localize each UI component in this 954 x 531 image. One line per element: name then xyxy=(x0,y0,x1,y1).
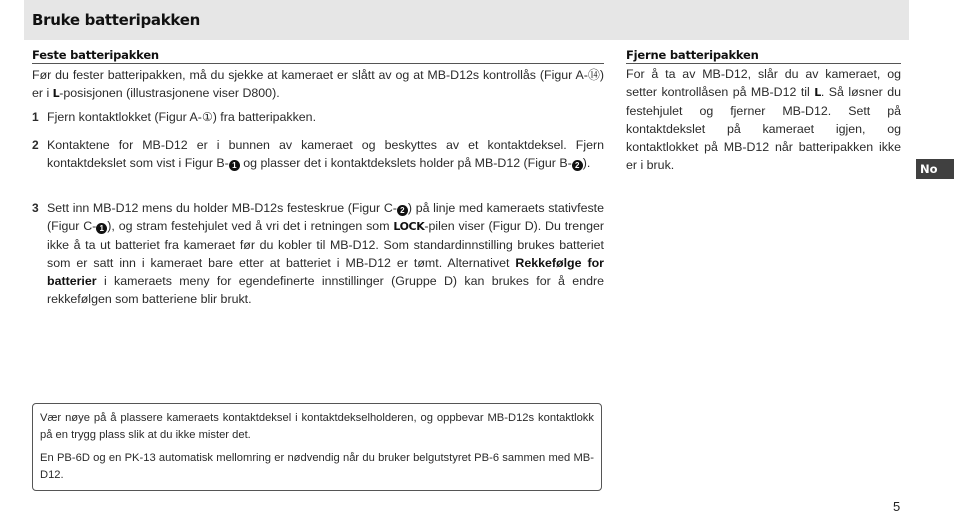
note-1: Vær nøye på å plassere kameraets kontaktdeksel i kontaktdekselholderen, og oppbevar MB-D12s kontaktlokk på en trygg plass slik at du ikke mister det. xyxy=(40,412,594,441)
note-box xyxy=(32,403,602,491)
step-3-a: Sett inn MB-D12 mens du holder MB-D12s festeskrue (Figur C- xyxy=(47,201,397,215)
lock-position-label: L xyxy=(52,87,60,100)
intro-text-c: -posisjonen (illustrasjonene viser D800). xyxy=(59,86,280,100)
remove-text xyxy=(626,65,901,174)
remove-text-b: . Så løsner du festehjulet og fjerner MB-D12. Sett på kontaktdekslet på kameraet igjen, og kontaktlokket på MB-D12 når batteripakken ikke er i bruk. xyxy=(626,85,902,172)
intro-text-a: Før du fester batteripakken, må du sjekke at kameraet er slått av og at MB-D12s kontrollås (Figur A- xyxy=(32,68,588,82)
page-number: 5 xyxy=(893,499,901,514)
callout-black-1: 1 xyxy=(96,223,107,234)
step-3-text xyxy=(47,199,604,308)
section-title: Bruke batteripakken xyxy=(32,11,200,29)
step-1-text xyxy=(47,108,604,126)
step-2-c: ). xyxy=(582,156,591,170)
attach-intro xyxy=(32,66,604,103)
remove-text-a: For å ta av MB-D12, slår du av kameraet, og setter kontrollåsen på MB-D12 til xyxy=(626,67,901,99)
lock-position-label: L xyxy=(814,86,821,99)
section-header xyxy=(24,0,909,40)
callout-black-2: 2 xyxy=(572,160,583,171)
language-tab: No xyxy=(916,159,954,179)
step-3-c: ), og stram festehjulet ved å vri det i retningen som xyxy=(107,219,394,233)
callout-black-2: 2 xyxy=(397,205,408,216)
step-2-text xyxy=(47,136,604,172)
callout-black-1: 1 xyxy=(229,160,240,171)
lock-label: LOCK xyxy=(393,220,425,233)
step-2-number: 2 xyxy=(32,138,39,152)
intro-text-b: ) er i xyxy=(32,68,604,100)
battery-order-setting: Rekkefølge for batterier xyxy=(47,256,604,288)
note-2: En PB-6D og en PK-13 automatisk mellomring er nødvendig når du bruker belgutstyret PB-6 sammen med MB-D12. xyxy=(40,452,594,481)
step-3-number: 3 xyxy=(32,201,39,215)
remove-heading: Fjerne batteripakken xyxy=(626,48,901,64)
callout-14: ⑭ xyxy=(587,68,600,82)
step-1-b: ) fra batteripakken. xyxy=(212,110,317,124)
step-1-a: Fjern kontaktlokket (Figur A- xyxy=(47,110,202,124)
step-3-b: ) på linje med kameraets stativfeste (Figur C- xyxy=(47,201,604,233)
callout-1: ① xyxy=(201,110,213,124)
step-2-a: Kontaktene for MB-D12 er i bunnen av kameraet og beskyttes av et kontaktdeksel. Fjern kontaktdekslet som vist i Figur B- xyxy=(47,138,604,170)
step-3-e: i kameraets meny for egendefinerte innstillinger (Gruppe D) kan brukes for å endre rekkefølgen som batteriene blir brukt. xyxy=(47,274,604,306)
step-3-d: -pilen viser (Figur D). Du trenger ikke å ta ut batteriet fra kameraet før du kobler til MB-D12. Som standardinnstilling brukes batteriet som er satt inn i kameraet bare etter at batteriet i MB-D12 er tømt. Alternativet xyxy=(47,219,604,270)
attach-heading: Feste batteripakken xyxy=(32,48,604,64)
step-2-b: og plasser det i kontaktdekslets holder på MB-D12 (Figur B- xyxy=(239,156,572,170)
step-1-number: 1 xyxy=(32,110,39,124)
